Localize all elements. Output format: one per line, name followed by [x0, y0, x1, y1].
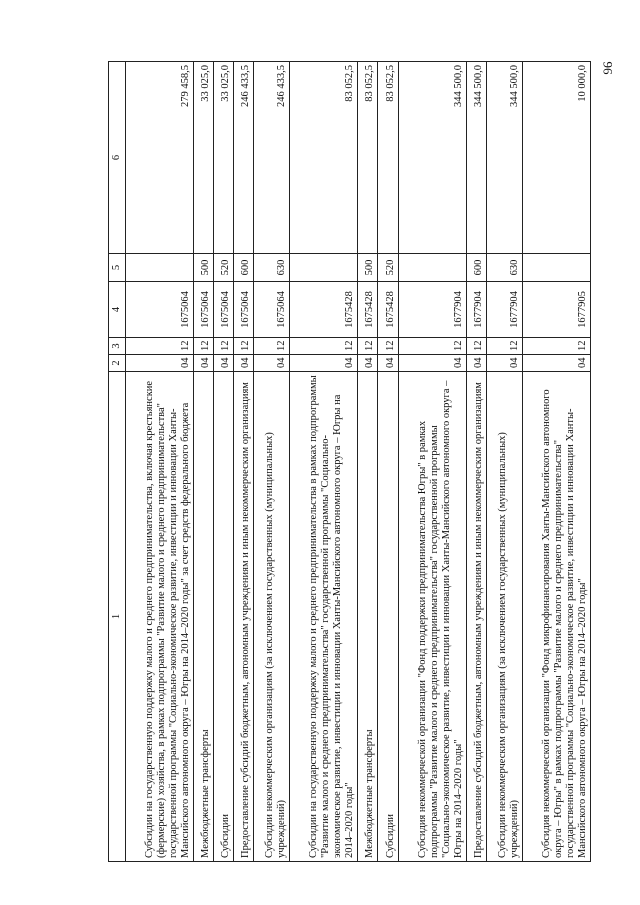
row-amount: 33 025,0 [194, 62, 214, 254]
row-target-article: 1675064 [254, 282, 290, 338]
row-amount: 344 500,0 [466, 62, 486, 254]
row-expense-type: 520 [378, 254, 398, 282]
row-subsection: 12 [126, 338, 194, 355]
row-section: 04 [358, 355, 378, 372]
row-target-article: 1675064 [234, 282, 254, 338]
row-subsection: 12 [466, 338, 486, 355]
row-section: 04 [398, 355, 466, 372]
row-subsection: 12 [290, 338, 358, 355]
row-amount: 246 433,5 [254, 62, 290, 254]
row-target-article: 1677904 [486, 282, 522, 338]
row-target-article: 1675428 [290, 282, 358, 338]
row-section: 04 [290, 355, 358, 372]
table-row [214, 62, 234, 862]
header-col-2: 2 [109, 355, 126, 372]
row-amount: 10 000,0 [522, 62, 590, 254]
row-name: Субсидии [214, 372, 234, 862]
table-row [290, 62, 358, 862]
row-amount: 83 052,5 [358, 62, 378, 254]
row-section: 04 [194, 355, 214, 372]
row-amount: 246 433,5 [234, 62, 254, 254]
row-target-article: 1675428 [378, 282, 398, 338]
row-name: Субсидии на государственную поддержку малого и среднего предпринимательства, включая крестьянские (фермерские) хозяйства, в рамках подпрограммы "Развитие малого и среднего предпринимательства" государственной программы "Социально-экономическое развитие, инвестиции и инновации Ханты-Мансийского автономного округа – Югры на 2014–2020 годы" за счет средств федерального бюджета [126, 372, 194, 862]
row-section: 04 [466, 355, 486, 372]
row-target-article: 1677904 [398, 282, 466, 338]
header-col-1: 1 [109, 372, 126, 862]
row-name: Субсидии некоммерческим организациям (за исключением государственных (муниципальных) учреждений) [486, 372, 522, 862]
row-amount: 33 025,0 [214, 62, 234, 254]
row-expense-type [398, 254, 466, 282]
table-row [126, 62, 194, 862]
table-header-row [109, 62, 126, 862]
row-expense-type: 520 [214, 254, 234, 282]
row-subsection: 12 [214, 338, 234, 355]
row-subsection: 12 [398, 338, 466, 355]
table-row [398, 62, 466, 862]
row-name: Субсидия некоммерческой организации "Фонд поддержки предпринимательства Югры" в рамках подпрограммы "Развитие малого и среднего предпринимательства" государственной программы "Социально-экономическое развитие, инвестиции и инновации Ханты-Мансийского автономного округа – Югры на 2014–2020 годы" [398, 372, 466, 862]
row-amount: 83 052,5 [378, 62, 398, 254]
header-col-5: 5 [109, 254, 126, 282]
page-number: 96 [600, 61, 616, 75]
header-col-6: 6 [109, 62, 126, 254]
row-target-article: 1675428 [358, 282, 378, 338]
row-amount: 83 052,5 [290, 62, 358, 254]
row-subsection: 12 [254, 338, 290, 355]
row-target-article: 1675064 [214, 282, 234, 338]
row-subsection: 12 [522, 338, 590, 355]
row-name: Субсидии некоммерческим организациям (за исключением государственных (муниципальных) учреждений) [254, 372, 290, 862]
row-section: 04 [126, 355, 194, 372]
table-row [522, 62, 590, 862]
row-subsection: 12 [378, 338, 398, 355]
row-expense-type: 600 [234, 254, 254, 282]
row-expense-type: 500 [358, 254, 378, 282]
row-amount: 344 500,0 [398, 62, 466, 254]
table-row [378, 62, 398, 862]
rotated-table-wrapper [108, 62, 591, 862]
row-expense-type: 500 [194, 254, 214, 282]
row-amount: 344 500,0 [486, 62, 522, 254]
row-name: Предоставление субсидий бюджетным, автономным учреждениям и иным некоммерческим организациям [234, 372, 254, 862]
header-col-3: 3 [109, 338, 126, 355]
row-name: Предоставление субсидий бюджетным, автономным учреждениям и иным некоммерческим организациям [466, 372, 486, 862]
row-name: Субсидии [378, 372, 398, 862]
row-target-article: 1675064 [126, 282, 194, 338]
row-expense-type: 630 [254, 254, 290, 282]
row-subsection: 12 [358, 338, 378, 355]
row-expense-type [126, 254, 194, 282]
row-expense-type [522, 254, 590, 282]
table-row [358, 62, 378, 862]
table-row [466, 62, 486, 862]
row-section: 04 [378, 355, 398, 372]
row-subsection: 12 [194, 338, 214, 355]
row-amount: 279 458,5 [126, 62, 194, 254]
table-row [486, 62, 522, 862]
row-name: Субсидии на государственную поддержку малого и среднего предпринимательства в рамках подпрограммы "Развитие малого и среднего предпринимательства" государственной программы "Социально-экономическое развитие, инвестиции и инновации Ханты-Мансийского автономного округа – Югры на 2014–2020 годы" [290, 372, 358, 862]
row-subsection: 12 [486, 338, 522, 355]
table-row [254, 62, 290, 862]
budget-table [108, 61, 591, 862]
row-target-article: 1677904 [466, 282, 486, 338]
row-expense-type: 630 [486, 254, 522, 282]
row-section: 04 [522, 355, 590, 372]
row-subsection: 12 [234, 338, 254, 355]
row-expense-type [290, 254, 358, 282]
row-target-article: 1677905 [522, 282, 590, 338]
row-section: 04 [486, 355, 522, 372]
row-section: 04 [214, 355, 234, 372]
table-row [194, 62, 214, 862]
row-name: Межбюджетные трансферты [194, 372, 214, 862]
row-expense-type: 600 [466, 254, 486, 282]
row-target-article: 1675064 [194, 282, 214, 338]
row-section: 04 [234, 355, 254, 372]
row-name: Межбюджетные трансферты [358, 372, 378, 862]
header-col-4: 4 [109, 282, 126, 338]
row-name: Субсидия некоммерческой организации "Фонд микрофинансирования Ханты-Мансийского автономного округа – Югры" в рамках подпрограммы "Развитие малого и среднего предпринимательства" государственной программы "Социально-экономическое развитие, инвестиции и инновации Ханты-Мансийского автономного округа – Югры на 2014–2020 годы" [522, 372, 590, 862]
row-section: 04 [254, 355, 290, 372]
table-row [234, 62, 254, 862]
